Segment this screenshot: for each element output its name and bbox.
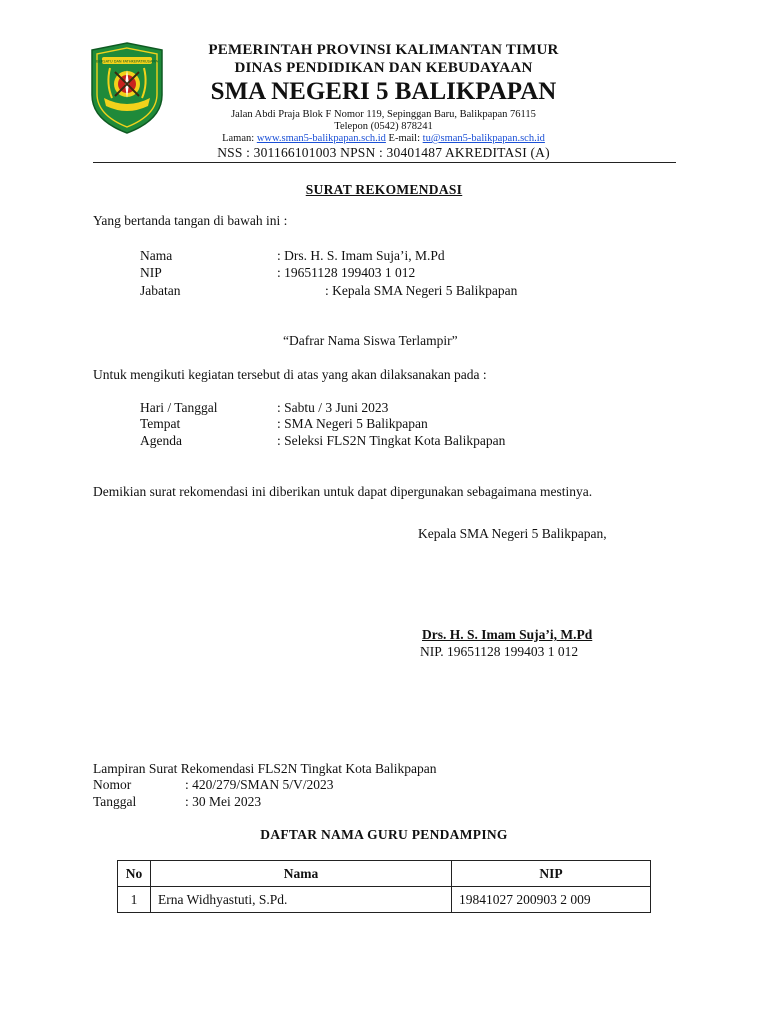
header-province: PEMERINTAH PROVINSI KALIMANTAN TIMUR <box>208 42 559 58</box>
header-school-name: SMA NEGERI 5 BALIKPAPAN <box>210 78 557 105</box>
column-header-nip: NIP <box>452 861 651 887</box>
activity-intro: Untuk mengikuti kegiatan tersebut di atas yang akan dilaksanakan pada : <box>93 367 487 382</box>
signer-position-label: Jabatan <box>140 283 181 298</box>
closing-text: Demikian surat rekomendasi ini diberikan untuk dapat dipergunakan sebagaimana mestinya. <box>93 484 593 499</box>
email-label: E-mail: <box>385 133 423 144</box>
signer-name-label: Nama <box>140 248 173 263</box>
activity-day-value: : Sabtu / 3 Juni 2023 <box>277 400 389 415</box>
intro-text: Yang bertanda tangan di bawah ini : <box>93 213 288 228</box>
cell-no: 1 <box>118 887 151 913</box>
laman-label: Laman: <box>222 133 257 144</box>
header-contacts <box>170 133 597 144</box>
attachment-number-label: Nomor <box>93 777 132 792</box>
activity-place-label: Tempat <box>140 416 181 431</box>
signer-position-value: : Kepala SMA Negeri 5 Balikpapan <box>325 283 518 298</box>
teacher-table <box>117 860 651 913</box>
header-nss: NSS : 301166101003 NPSN : 30401487 AKREDITASI (A) <box>217 145 550 160</box>
signature-position: Kepala SMA Negeri 5 Balikpapan, <box>418 526 607 541</box>
table-row <box>118 887 651 913</box>
attachment-date-value: : 30 Mei 2023 <box>185 794 262 809</box>
header-department: DINAS PENDIDIKAN DAN KEBUDAYAAN <box>234 60 533 76</box>
attachment-date-label: Tanggal <box>93 794 137 809</box>
table-header-row <box>118 861 651 887</box>
teacher-list-title: DAFTAR NAMA GURU PENDAMPING <box>260 827 508 842</box>
header-phone: Telepon (0542) 878241 <box>334 121 433 132</box>
cell-nip: 19841027 200903 2 009 <box>452 887 651 913</box>
column-header-name: Nama <box>151 861 452 887</box>
activity-agenda-value: : Seleksi FLS2N Tingkat Kota Balikpapan <box>277 433 506 448</box>
signature-nip: NIP. 19651128 199403 1 012 <box>420 644 579 659</box>
activity-agenda-label: Agenda <box>140 433 182 448</box>
activity-place-value: : SMA Negeri 5 Balikpapan <box>277 416 428 431</box>
header-address: Jalan Abdi Praja Blok F Nomor 119, Sepinggan Baru, Balikpapan 76115 <box>231 109 536 120</box>
signer-name-value: : Drs. H. S. Imam Suja’i, M.Pd <box>277 248 445 263</box>
provincial-emblem <box>88 40 166 136</box>
website-link[interactable]: www.sman5-balikpapan.sch.id <box>256 133 386 144</box>
activity-day-label: Hari / Tanggal <box>140 400 218 415</box>
cell-name: Erna Widhyastuti, S.Pd. <box>151 887 452 913</box>
student-list-note: “Dafrar Nama Siswa Terlampir” <box>283 333 458 348</box>
document-title: SURAT REKOMENDASI <box>305 182 463 197</box>
signer-nip-label: NIP <box>140 265 162 280</box>
column-header-no: No <box>118 861 151 887</box>
attachment-heading: Lampiran Surat Rekomendasi FLS2N Tingkat Kota Balikpapan <box>93 761 437 776</box>
signer-nip-value: : 19651128 199403 1 012 <box>277 265 416 280</box>
attachment-number-value: : 420/279/SMAN 5/V/2023 <box>185 777 334 792</box>
emblem-motto: BERSATU DAN FATHKEPATRUSAMA <box>96 59 158 64</box>
email-link[interactable]: tu@sman5-balikpapan.sch.id <box>422 133 545 144</box>
signature-name: Drs. H. S. Imam Suja’i, M.Pd <box>422 627 593 642</box>
header-divider <box>93 162 676 163</box>
